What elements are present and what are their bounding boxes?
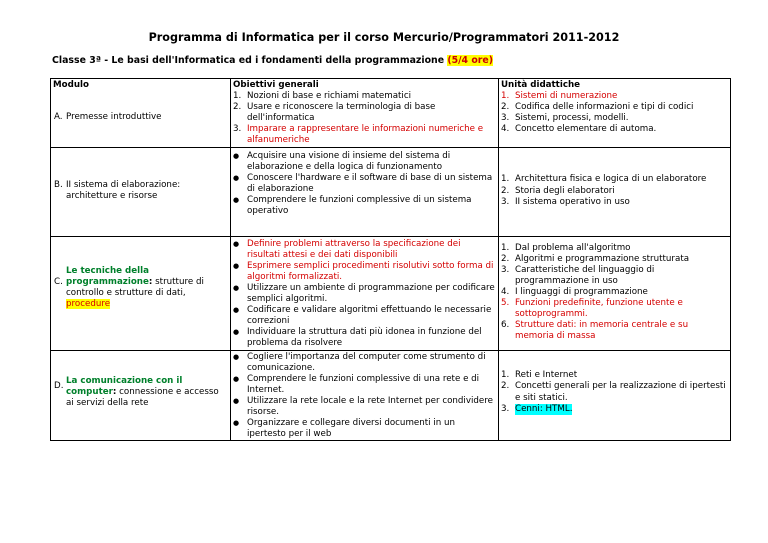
units-cell-b bbox=[499, 147, 731, 236]
module-letter: C. bbox=[54, 277, 63, 288]
list-item: 1. Sistemi di numerazione bbox=[501, 91, 618, 102]
list-item: ● Codificare e validare algoritmi effettuando le necessarie correzioni bbox=[233, 305, 492, 327]
module-letter: B. bbox=[54, 180, 63, 191]
list-item: ● Organizzare e collegare diversi documenti in un ipertesto per il web bbox=[233, 418, 456, 440]
module-letter: A. bbox=[54, 111, 63, 122]
list-item: 3. Caratteristiche del linguaggio di programmazione in uso bbox=[501, 264, 655, 286]
list-item: 2. Usare e riconoscere la terminologia di base dell'informatica bbox=[233, 102, 436, 124]
list-item: ● Utilizzare un ambiente di programmazione per codificare semplici algoritmi. bbox=[233, 282, 495, 305]
list-item: 3. Sistemi, processi, modelli. bbox=[501, 113, 629, 124]
objectives-cell-d bbox=[231, 350, 499, 441]
list-item: ● Individuare la struttura dati più idonea in funzione del problema da risolvere bbox=[233, 327, 482, 349]
objectives-cell-b bbox=[231, 147, 499, 236]
objectives-list bbox=[233, 91, 496, 146]
header-unita: Unità didattiche bbox=[499, 79, 731, 92]
list-item: 6. Strutture dati: in memoria centrale e su memoria di massa bbox=[501, 320, 689, 342]
list-item: 2. Codifica delle informazioni e tipi di codici bbox=[501, 102, 694, 113]
list-item: ● Conoscere l'hardware e il software di base di un sistema di elaborazione bbox=[233, 172, 493, 194]
list-item: 1. Reti e Internet bbox=[501, 370, 578, 381]
list-item: ● Utilizzare la rete locale e la rete Internet per condividere risorse. bbox=[233, 395, 493, 417]
list-item: 1. Dal problema all'algoritmo bbox=[501, 242, 631, 253]
header-modulo: Modulo bbox=[51, 79, 231, 92]
document-title: Programma di Informatica per il corso Mercurio/Programmatori 2011-2012 bbox=[148, 31, 620, 44]
list-item: 1. Architettura fisica e logica di un elaboratore bbox=[501, 174, 707, 185]
list-item: 3. II sistema operativo in uso bbox=[501, 196, 630, 207]
table-row bbox=[51, 350, 731, 441]
objectives-list bbox=[233, 237, 496, 350]
module-title: La comunicazione con il computer: connessione e accesso ai servizi della rete bbox=[66, 375, 219, 409]
subtitle-hours: (5/4 ore) bbox=[447, 55, 494, 66]
units-list bbox=[501, 174, 728, 207]
table-row bbox=[51, 236, 731, 350]
units-cell-c bbox=[499, 236, 731, 350]
units-cell-d bbox=[499, 350, 731, 441]
units-cell-a bbox=[499, 91, 731, 147]
units-list bbox=[501, 237, 728, 343]
list-item: ● Cogliere l'importanza del computer come strumento di comunicazione. bbox=[233, 351, 486, 373]
module-cell-c bbox=[51, 236, 231, 350]
list-item: 2. Concetti generali per la realizzazione di ipertesti e siti statici. bbox=[501, 381, 726, 403]
list-item: 4. I linguaggi di programmazione bbox=[501, 286, 648, 297]
module-title: Le tecniche della programmazione: strutture di controllo e strutture di dati, procedure bbox=[66, 265, 204, 310]
list-item: 2. Algoritmi e programmazione strutturata bbox=[501, 253, 690, 264]
list-item: ● Definire problemi attraverso la specificazione dei risultati attesi e dei dati disponibili bbox=[233, 238, 461, 260]
table-header-row bbox=[51, 79, 731, 92]
header-obiettivi: Obiettivi generali bbox=[231, 79, 499, 92]
list-item: 5. Funzioni predefinite, funzione utente e sottoprogrammi. bbox=[501, 298, 683, 320]
list-item: ● Comprendere le funzioni complessive di un sistema operativo bbox=[233, 194, 472, 217]
list-item: ● Comprendere le funzioni complessive di una rete e di Internet. bbox=[233, 373, 480, 395]
objectives-list bbox=[233, 351, 496, 441]
module-title: II sistema di elaborazione: architetture e risorse bbox=[66, 179, 181, 202]
objectives-cell-c bbox=[231, 236, 499, 350]
module-cell-b bbox=[51, 147, 231, 236]
module-title: Premesse introduttive bbox=[66, 111, 162, 122]
list-item: ● Esprimere semplici procedimenti risolutivi sotto forma di algoritmi formalizzati. bbox=[233, 260, 494, 282]
module-cell-a bbox=[51, 91, 231, 147]
document-subtitle bbox=[52, 55, 493, 66]
objectives-list bbox=[233, 148, 496, 218]
list-item: 3. Imparare a rappresentare le informazioni numeriche e alfanumeriche bbox=[233, 124, 484, 146]
units-list bbox=[501, 91, 728, 135]
table-row bbox=[51, 91, 731, 147]
subtitle-main: Classe 3ª - Le basi dell'Informatica ed i fondamenti della programmazione bbox=[52, 55, 445, 66]
list-item: 2. Storia degli elaboratori bbox=[501, 185, 615, 196]
program-table bbox=[50, 78, 731, 441]
list-item: ● Acquisire una visione di insieme del sistema di elaborazione e della logica di funzionamento bbox=[233, 150, 451, 172]
list-item: 3. Cenni: HTML. bbox=[501, 403, 573, 414]
list-item: 1. Nozioni di base e richiami matematici bbox=[233, 91, 412, 102]
objectives-cell-a bbox=[231, 91, 499, 147]
units-list bbox=[501, 370, 728, 414]
module-cell-d bbox=[51, 350, 231, 441]
list-item: 4. Concetto elementare di automa. bbox=[501, 124, 657, 135]
module-letter: D. bbox=[54, 381, 64, 392]
table-row bbox=[51, 147, 731, 236]
